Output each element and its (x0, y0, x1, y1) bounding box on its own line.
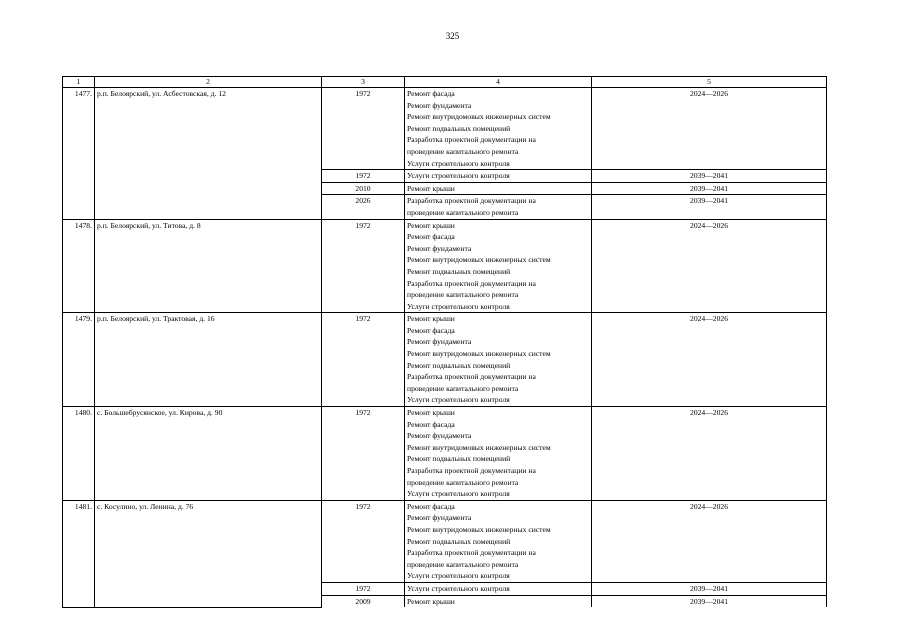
work-item: Услуги строительного контроля (407, 158, 510, 168)
period-cell: 2024—2026 (592, 313, 827, 407)
year-cell: 2009 (322, 595, 405, 607)
column-header-5: 5 (592, 77, 827, 88)
work-item: Ремонт фасада (407, 419, 455, 429)
work-item: проведение капитального ремонта (407, 290, 519, 300)
building-address: р.п. Белоярский, ул. Трактовая, д. 16 (95, 313, 322, 407)
work-item: Ремонт внутридомовых инженерных систем (407, 349, 551, 359)
entry-number: 1479. (63, 313, 95, 407)
period-cell: 2024—2026 (592, 219, 827, 313)
work-item: Услуги строительного контроля (407, 571, 510, 581)
works-cell (405, 500, 592, 582)
works-cell (405, 182, 592, 195)
work-item: Ремонт фасада (407, 325, 455, 335)
work-item: Услуги строительного контроля (407, 583, 510, 593)
work-item: Разработка проектной документации на (407, 135, 536, 145)
building-address: с. Большебрусянское, ул. Кирова, д. 90 (95, 407, 322, 501)
work-item: проведение капитального ремонта (407, 477, 519, 487)
work-item: Ремонт подвальных помещений (407, 360, 511, 370)
works-cell (405, 582, 592, 595)
table-row (63, 313, 827, 407)
work-item: проведение капитального ремонта (407, 383, 519, 393)
period-cell: 2039—2041 (592, 582, 827, 595)
work-item: проведение капитального ремонта (407, 559, 519, 569)
year-cell: 1972 (322, 582, 405, 595)
table-row (63, 88, 827, 170)
work-item: Ремонт фундамента (407, 337, 472, 347)
work-item: Ремонт крыши (407, 220, 455, 230)
year-cell: 1972 (322, 88, 405, 170)
works-cell (405, 313, 592, 407)
year-cell: 2026 (322, 195, 405, 219)
work-item: Ремонт подвальных помещений (407, 266, 511, 276)
work-item: Ремонт внутридомовых инженерных систем (407, 524, 551, 534)
building-address: р.п. Белоярский, ул. Титова, д. 8 (95, 219, 322, 313)
repair-schedule-table (62, 76, 827, 608)
building-address: р.п. Белоярский, ул. Асбестовская, д. 12 (95, 88, 322, 220)
period-cell: 2024—2026 (592, 407, 827, 501)
table-row (63, 407, 827, 501)
column-header-3: 3 (322, 77, 405, 88)
work-item: Разработка проектной документации на (407, 372, 536, 382)
work-item: Ремонт подвальных помещений (407, 454, 511, 464)
work-item: Ремонт крыши (407, 183, 455, 193)
work-item: Ремонт крыши (407, 596, 455, 606)
work-item: Ремонт фасада (407, 232, 455, 242)
year-cell: 1972 (322, 219, 405, 313)
column-header-2: 2 (95, 77, 322, 88)
work-item: Ремонт крыши (407, 314, 455, 324)
entry-number: 1480. (63, 407, 95, 501)
period-cell: 2024—2026 (592, 500, 827, 582)
work-item: Разработка проектной документации на (407, 548, 536, 558)
works-cell (405, 407, 592, 501)
period-cell: 2039—2041 (592, 182, 827, 195)
work-item: Услуги строительного контроля (407, 395, 510, 405)
period-cell: 2039—2041 (592, 170, 827, 183)
works-cell (405, 219, 592, 313)
column-number-header-row (63, 77, 827, 88)
table-row (63, 500, 827, 582)
work-item: Разработка проектной документации на (407, 278, 536, 288)
work-item: Ремонт фундамента (407, 100, 472, 110)
work-item: Ремонт внутридомовых инженерных систем (407, 442, 551, 452)
page-number: 325 (445, 31, 460, 41)
column-header-4: 4 (405, 77, 592, 88)
building-address: с. Косулино, ул. Ленина, д. 76 (95, 500, 322, 607)
entry-number: 1477. (63, 88, 95, 220)
column-header-1: 1 (63, 77, 95, 88)
work-item: Ремонт фундамента (407, 243, 472, 253)
work-item: Ремонт подвальных помещений (407, 536, 511, 546)
work-item: Разработка проектной документации на (407, 196, 536, 206)
work-item: Ремонт фундамента (407, 513, 472, 523)
work-item: проведение капитального ремонта (407, 207, 519, 217)
work-item: Ремонт подвальных помещений (407, 123, 511, 133)
work-item: Услуги строительного контроля (407, 301, 510, 311)
entry-number: 1481. (63, 500, 95, 607)
year-cell: 1972 (322, 313, 405, 407)
work-item: Услуги строительного контроля (407, 489, 510, 499)
year-cell: 1972 (322, 407, 405, 501)
work-item: Ремонт внутридомовых инженерных систем (407, 255, 551, 265)
year-cell: 1972 (322, 170, 405, 183)
table-row (63, 219, 827, 313)
works-cell (405, 170, 592, 183)
works-cell (405, 88, 592, 170)
entry-number: 1478. (63, 219, 95, 313)
work-item: Ремонт внутридомовых инженерных систем (407, 112, 551, 122)
year-cell: 2010 (322, 182, 405, 195)
period-cell: 2039—2041 (592, 195, 827, 219)
work-item: проведение капитального ремонта (407, 146, 519, 156)
work-item: Услуги строительного контроля (407, 171, 510, 181)
work-item: Ремонт фасада (407, 501, 455, 511)
period-cell: 2024—2026 (592, 88, 827, 170)
work-item: Ремонт фундамента (407, 431, 472, 441)
period-cell: 2039—2041 (592, 595, 827, 607)
work-item: Разработка проектной документации на (407, 466, 536, 475)
work-item: Ремонт фасада (407, 89, 455, 98)
year-cell: 1972 (322, 500, 405, 582)
work-item: Ремонт крыши (407, 408, 455, 418)
works-cell (405, 595, 592, 607)
works-cell (405, 195, 592, 219)
